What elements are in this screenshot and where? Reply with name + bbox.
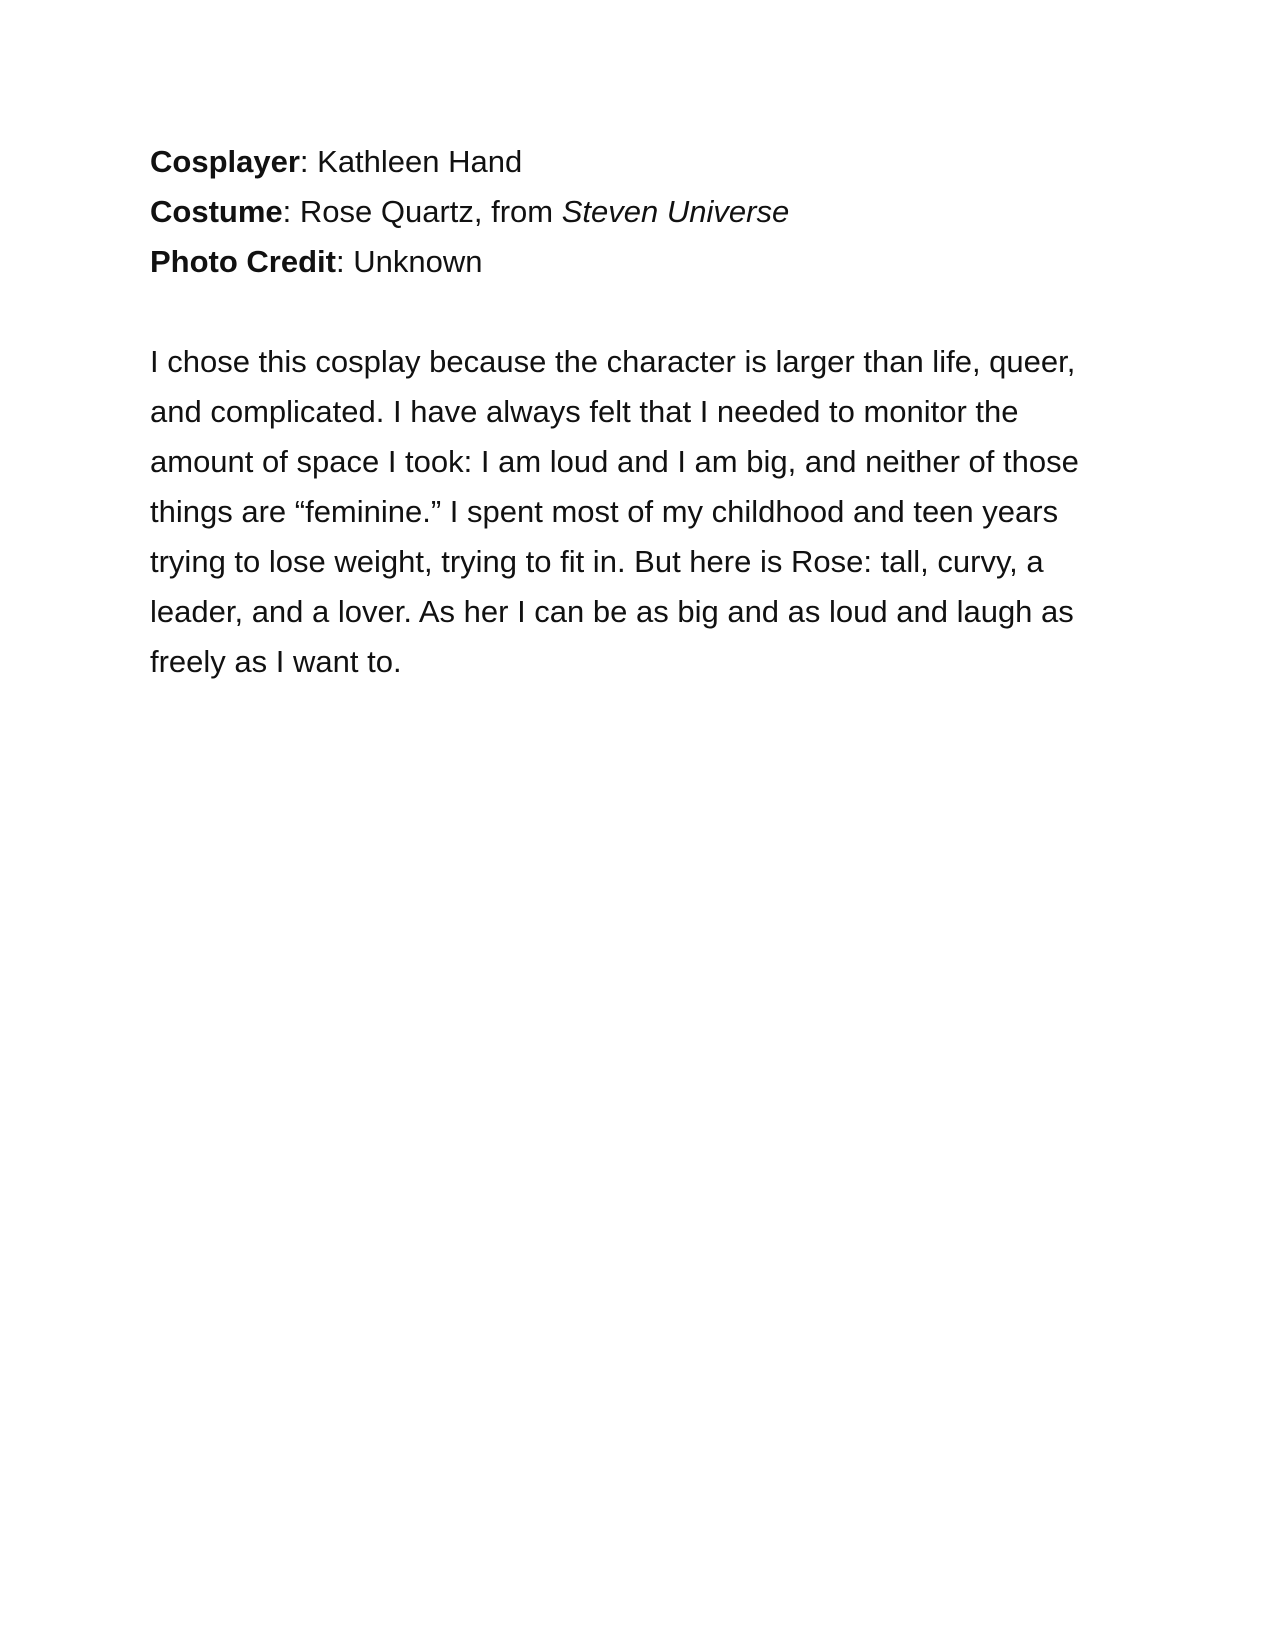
costume-label: Costume [150, 194, 283, 229]
statement-line: leader, and a lover. As her I can be as big and as loud and laugh as [150, 594, 1074, 629]
photo-credit-label: Photo Credit [150, 244, 336, 279]
costume-work-title: Steven Universe [561, 194, 790, 229]
statement-line: trying to lose weight, trying to fit in. But here is Rose: tall, curvy, a [150, 544, 1044, 579]
statement-line: and complicated. I have always felt that I needed to monitor the [150, 394, 1019, 429]
photo-credit-value: Unknown [353, 244, 483, 279]
statement-line: I chose this cosplay because the character is larger than life, queer, [150, 344, 1076, 379]
page-content [150, 137, 1110, 687]
statement-line: amount of space I took: I am loud and I am big, and neither of those [150, 444, 1079, 479]
cosplayer-label: Cosplayer [150, 144, 300, 179]
costume-value: Rose Quartz, from [299, 194, 562, 229]
statement-line: freely as I want to. [150, 644, 402, 679]
cosplayer-line: Cosplayer: Kathleen Hand [150, 144, 523, 179]
photo-credit-line: Photo Credit: Unknown [150, 244, 483, 279]
cosplayer-value: Kathleen Hand [317, 144, 523, 179]
credits-block [150, 137, 1110, 287]
statement-paragraph [150, 337, 1110, 687]
statement-line: things are “feminine.” I spent most of my childhood and teen years [150, 494, 1059, 529]
costume-line: Costume: Rose Quartz, from Steven Universe [150, 194, 790, 229]
